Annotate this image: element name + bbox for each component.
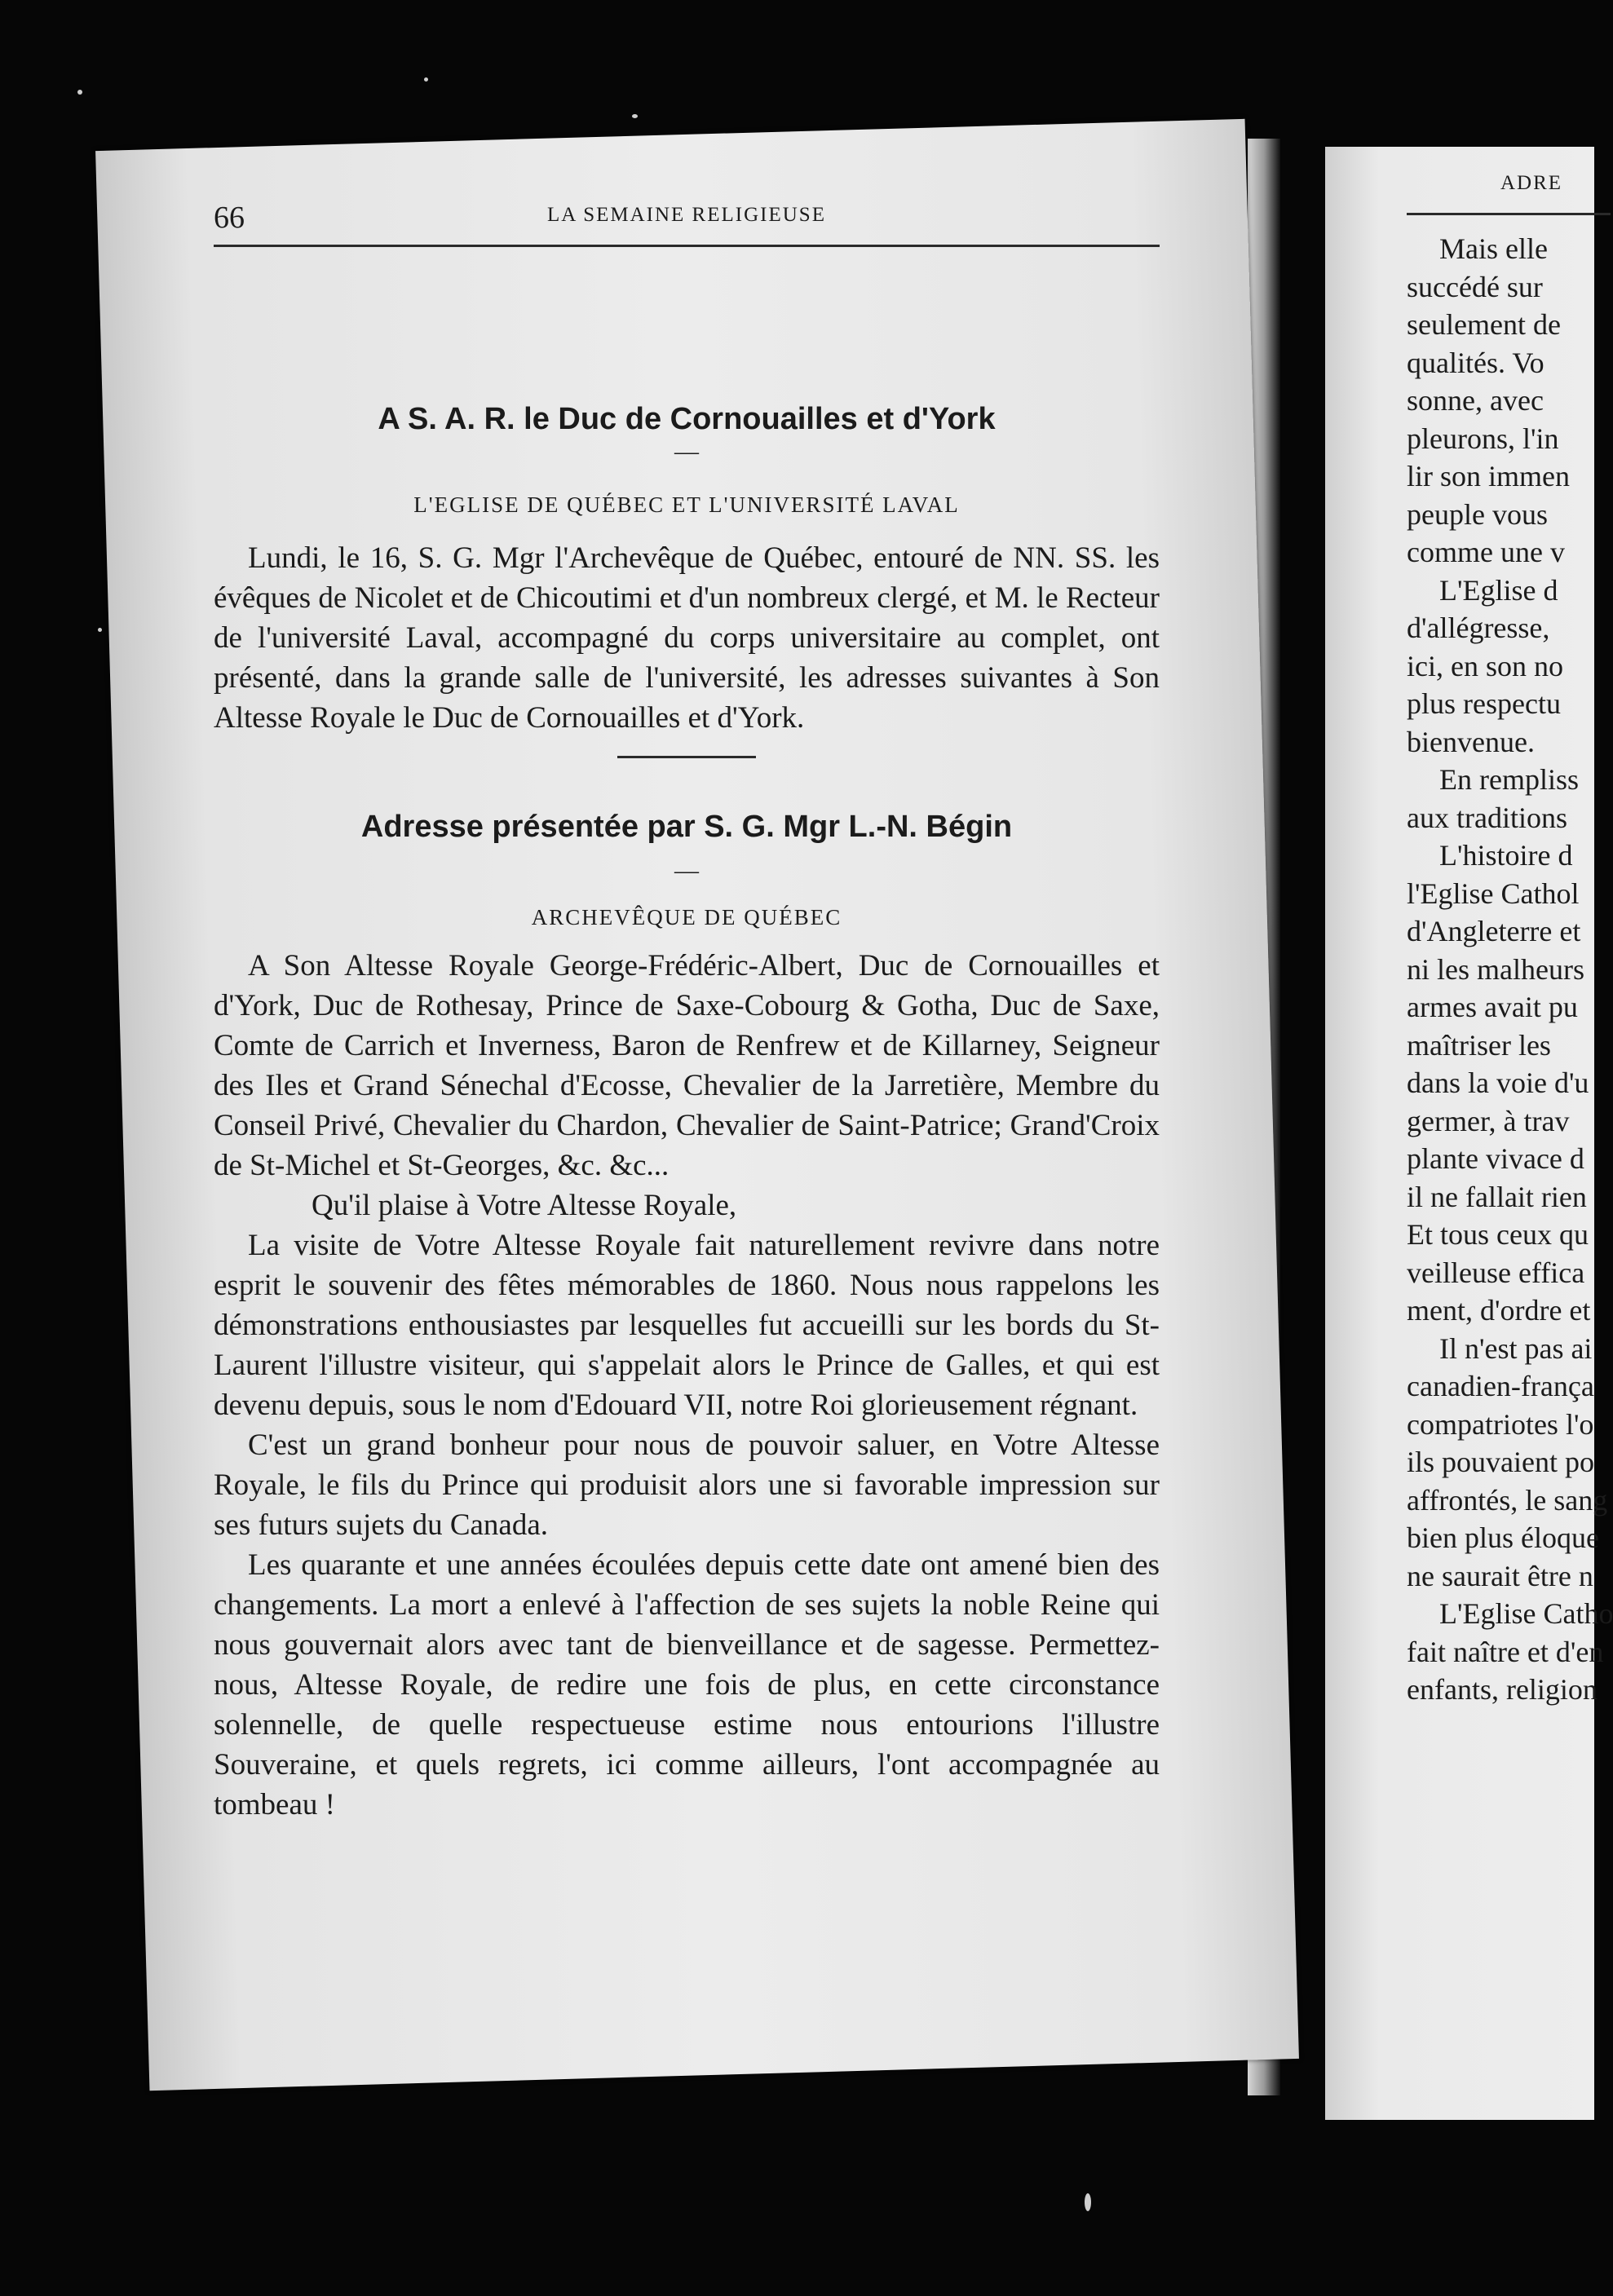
facing-page-line: d'allégresse, [1407, 612, 1550, 644]
page-number: 66 [214, 201, 245, 235]
article-header [214, 400, 1160, 525]
facing-page-line: L'histoire d [1439, 839, 1573, 872]
facing-page-line: maîtriser les [1407, 1028, 1551, 1062]
facing-page-line: succédé sur [1407, 270, 1543, 303]
facing-page-line: bienvenue. [1407, 725, 1535, 758]
facing-page-line: qualités. Vo [1407, 346, 1545, 379]
facing-page-line: il ne fallait rien [1407, 1180, 1587, 1213]
title-dash: — [674, 438, 699, 465]
facing-page-line: compatriotes l'o [1407, 1407, 1594, 1441]
facing-page-lines [1407, 230, 1611, 1709]
dust-speck [77, 90, 82, 95]
intro-paragraph: Lundi, le 16, S. G. Mgr l'Archevêque de Québec, entouré de NN. SS. les évêques de Nicolet et de Chicoutimi et d'un nombreux clergé, et M. le Recteur de l'université Laval, accompagné du corps universitaire au complet, ont présenté, dans la grande salle de l'université, les adresses suivantes à Son Altesse Royale le Duc de Cornouailles et d'York. [214, 541, 1160, 735]
dust-speck [1085, 2193, 1091, 2211]
facing-page-line: ni les malheurs [1407, 952, 1584, 986]
facing-page-line: bien plus éloque [1407, 1521, 1599, 1554]
dust-speck [424, 77, 428, 82]
article-subtitle: L'EGLISE DE QUÉBEC ET L'UNIVERSITÉ LAVAL [413, 492, 960, 517]
facing-page-line: dans la voie d'u [1407, 1066, 1589, 1099]
facing-page-line: ment, d'ordre et [1407, 1294, 1591, 1327]
facing-page-line: L'Eglise Catho [1439, 1597, 1613, 1630]
facing-page-line: Il n'est pas ai [1439, 1331, 1593, 1365]
dust-speck [98, 628, 102, 632]
facing-page-header: ADRE [1407, 163, 1611, 215]
facing-page-line: sonne, avec [1407, 384, 1544, 417]
facing-page-line: plus respectu [1407, 687, 1561, 720]
header-title: LA SEMAINE RELIGIEUSE [547, 204, 826, 226]
address-title: Adresse présentée par S. G. Mgr L.-N. Bégin [360, 810, 1013, 844]
facing-page-line: affrontés, le sang [1407, 1483, 1608, 1517]
facing-page-line: peuple vous [1407, 497, 1548, 531]
address-paragraph-3: Les quarante et une années écoulées depuis cette date ont amené bien des changements. La mort a enlevé à l'affection de ses sujets la noble Reine qui nous gouvernait alors avec tant de bienveillance et de sagesse. Permettez-nous, Altesse Royale, de redire une fois de plus, en cette circonstance solennelle, de quelle respectueuse estime nous entourions l'illustre Souveraine, et quels regrets, ici comme ailleurs, l'ont accompagnée au tombeau ! [214, 1548, 1160, 1821]
facing-page-line: Mais elle [1439, 232, 1548, 265]
facing-page-line: l'Eglise Cathol [1407, 876, 1580, 910]
dust-speck [632, 114, 638, 118]
address-subtitle: ARCHEVÊQUE DE QUÉBEC [531, 905, 842, 929]
facing-page-line: canadien-frança [1407, 1370, 1594, 1402]
facing-page-line: veilleuse effica [1407, 1256, 1585, 1289]
facing-page-line: Et tous ceux qu [1407, 1218, 1589, 1251]
address-block [214, 807, 1160, 1825]
running-header [214, 196, 1160, 247]
facing-page-line: armes avait pu [1407, 991, 1578, 1023]
main-title: A S. A. R. le Duc de Cornouailles et d'York [378, 402, 996, 436]
address-dash: — [674, 857, 699, 884]
facing-page-line: seulement de [1407, 308, 1561, 341]
facing-page-line: ne saurait être n [1407, 1559, 1593, 1592]
facing-page-line: fait naître et d'en [1407, 1635, 1604, 1668]
address-paragraph-2: C'est un grand bonheur pour nous de pouvoir saluer, en Votre Altesse Royale, le fils du Prince qui produisit alors une si favorable impression sur ses futurs sujets du Canada. [214, 1428, 1160, 1542]
facing-page-line: germer, à trav [1407, 1104, 1570, 1137]
facing-page-line: En rempliss [1439, 763, 1579, 796]
facing-page-line: comme une v [1407, 536, 1565, 568]
address-paragraph-1: La visite de Votre Altesse Royale fait naturellement revivre dans notre esprit le souvenir des fêtes mémorables de 1860. Nous nous rappelons les démonstrations enthousiastes par lesquelles fut accueilli sur les bords du St-Laurent l'illustre visiteur, qui s'appelait alors le Prince de Galles, et qui est devenu depuis, sous le nom d'Edouard VII, notre Roi glorieusement régnant. [214, 1229, 1160, 1422]
facing-page-line: d'Angleterre et [1407, 915, 1581, 947]
section-rule [617, 756, 756, 758]
facing-page-line: pleurons, l'in [1407, 422, 1559, 455]
intro-block [214, 538, 1160, 770]
facing-page-line: ils pouvaient po [1407, 1446, 1594, 1478]
facing-page-line: plante vivace d [1407, 1142, 1584, 1175]
facing-page-line: ici, en son no [1407, 649, 1563, 682]
facing-page-line: lir son immen [1407, 460, 1570, 492]
facing-page-line: aux traditions [1407, 801, 1567, 834]
facing-page-line: L'Eglise d [1439, 573, 1558, 607]
facing-page-text [1407, 163, 1611, 1709]
opening-line: Qu'il plaise à Votre Altesse Royale, [312, 1189, 737, 1222]
address-salutation: A Son Altesse Royale George-Frédéric-Albert, Duc de Cornouailles et d'York, Duc de Rothesay, Prince de Saxe-Cobourg & Gotha, Duc de Saxe, Comte de Carrich et Inverness, Baron de Renfrew et de Killarney, Seigneur des Iles et Grand Sénechal d'Ecosse, Chevalier de la Jarretière, Membre du Conseil Privé, Chevalier du Chardon, Chevalier de Saint-Patrice; Grand'Croix de St-Michel et St-Georges, &c. &c... [214, 949, 1160, 1182]
facing-page-line: enfants, religion [1407, 1673, 1598, 1706]
